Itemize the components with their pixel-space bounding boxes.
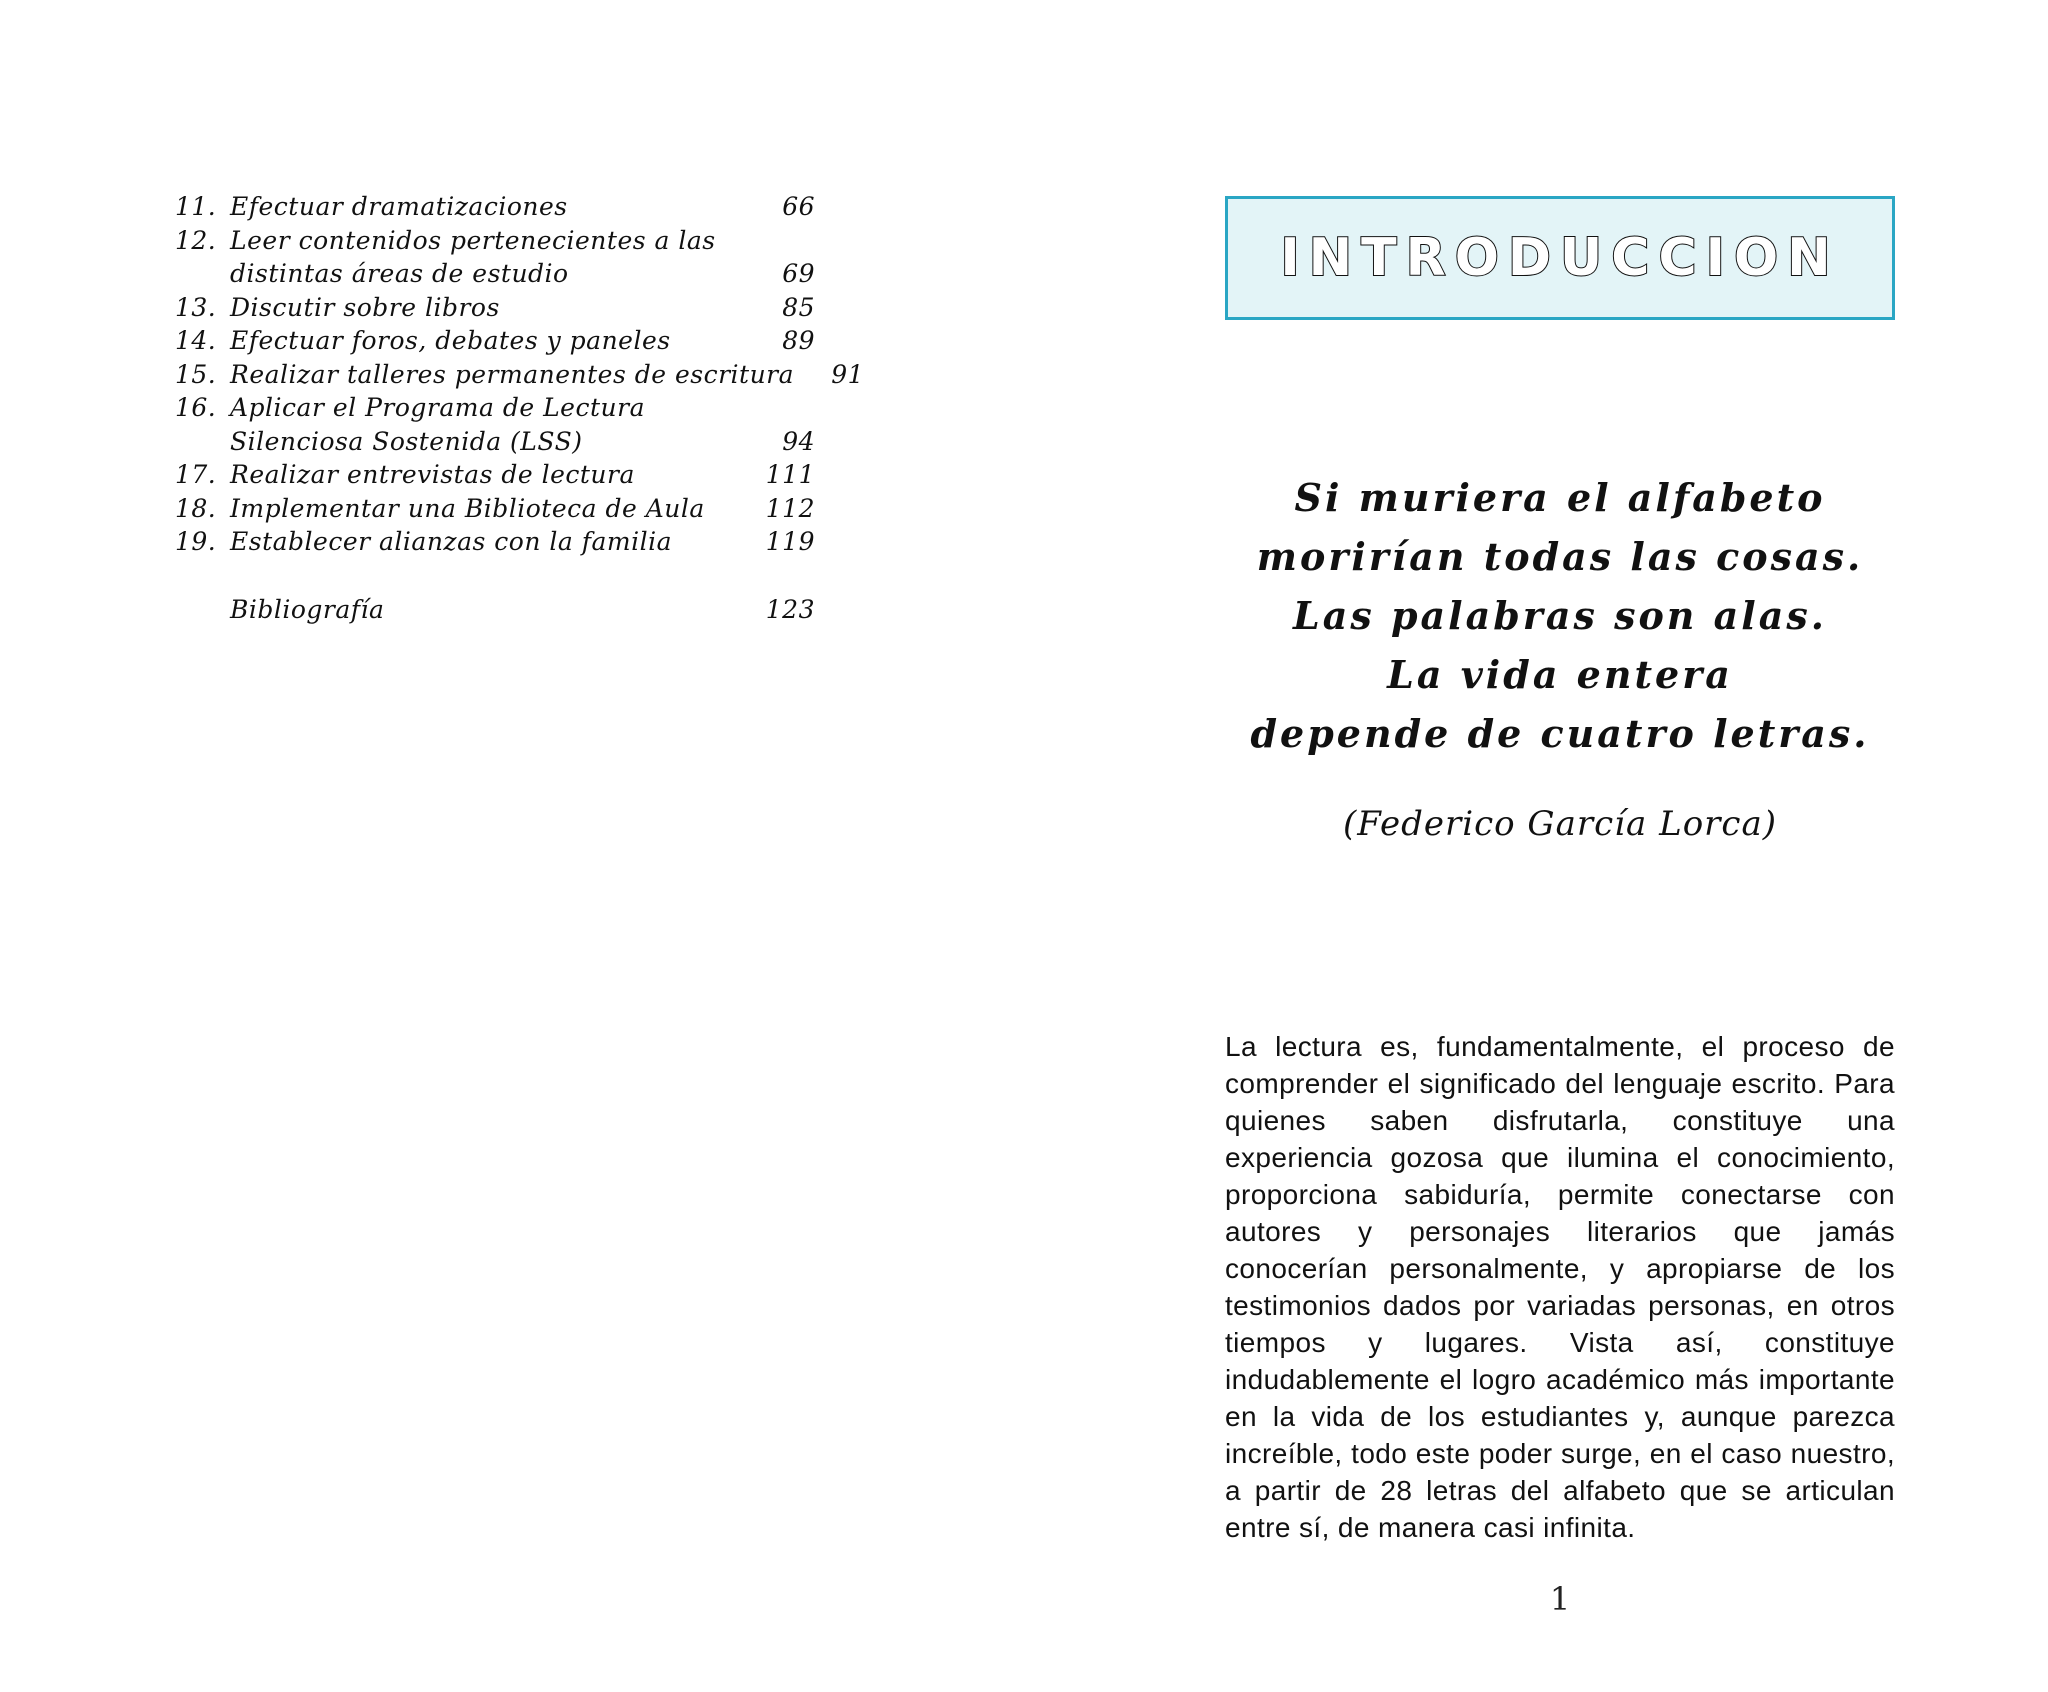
toc-entry-title (230, 358, 794, 392)
toc-entry-number: 12. (175, 225, 217, 255)
toc-entry-title-line: Silenciosa Sostenida (LSS) (230, 426, 583, 456)
toc-entry-title (230, 391, 745, 458)
toc-entry-page: 119 (765, 527, 815, 556)
toc-entry-title-line: Efectuar foros, debates y paneles (230, 326, 671, 355)
toc-entry-title (230, 324, 745, 358)
page-number: 1 (1549, 1580, 1571, 1618)
toc-entry (175, 291, 815, 325)
epigraph-poem (1225, 468, 1895, 763)
toc-entry-page: 66 (782, 192, 815, 221)
toc-entry-page: 111 (765, 460, 815, 489)
toc-entry-title-line: Realizar entrevistas de lectura (230, 460, 635, 489)
toc-entry-title (230, 525, 745, 559)
toc-entry (175, 190, 815, 224)
toc-entry-title-line: Establecer alianzas con la familia (230, 527, 672, 556)
right-page (1024, 0, 2048, 1692)
table-of-contents (175, 190, 865, 626)
toc-entry-number: 15. (175, 359, 217, 389)
toc-entry-bibliography (175, 593, 815, 627)
toc-entry-title-line: Implementar una Biblioteca de Aula (230, 493, 705, 523)
toc-entry-title-line: Discutir sobre libros (230, 292, 500, 322)
poem-line: La vida entera (1387, 652, 1733, 697)
toc-entry-title-line: Bibliografía (230, 594, 385, 624)
toc-entry (175, 324, 815, 358)
toc-entry-number: 13. (175, 292, 217, 322)
toc-entry-title (230, 291, 745, 325)
toc-entry-title-line: Leer contenidos pertenecientes a las (230, 225, 716, 255)
toc-entry-page: 89 (782, 326, 815, 355)
toc-entry-number: 11. (175, 192, 217, 221)
section-title-box (1225, 196, 1895, 320)
poem-line: depende de cuatro letras. (1250, 711, 1870, 756)
toc-entry-title (230, 492, 745, 526)
toc-entry-page: 69 (782, 259, 815, 288)
toc-entry-title (230, 224, 745, 291)
toc-entry (175, 391, 815, 458)
toc-entry-title (230, 190, 745, 224)
toc-entry-title (230, 593, 745, 627)
toc-entry (175, 458, 815, 492)
poem-line: Si muriera el alfabeto (1294, 475, 1826, 520)
toc-entry-page: 94 (782, 426, 815, 456)
poem-line: morirían todas las cosas. (1256, 534, 1864, 579)
toc-entry-page: 91 (831, 359, 865, 389)
toc-entry-number: 14. (175, 326, 217, 355)
toc-entry-number: 18. (175, 493, 217, 523)
toc-entry (175, 525, 815, 559)
toc-entry-title (230, 458, 745, 492)
toc-entry-number: 19. (175, 527, 217, 556)
toc-entry-title-line: Efectuar dramatizaciones (230, 192, 568, 221)
toc-entry-number: 16. (175, 393, 217, 422)
toc-entry-title-line: Realizar talleres permanentes de escritura (230, 359, 795, 389)
toc-entry-page: 112 (765, 493, 815, 523)
toc-entry (175, 224, 815, 291)
toc-entry-title-line: Aplicar el Programa de Lectura (230, 393, 645, 422)
toc-entry-title-line: distintas áreas de estudio (230, 259, 569, 288)
poem-line: Las palabras son alas. (1293, 593, 1827, 638)
toc-spacer (175, 559, 815, 593)
toc-entry (175, 358, 865, 392)
section-title: INTRODUCCION (1280, 228, 1840, 288)
epigraph-author: (Federico García Lorca) (1342, 804, 1777, 844)
body-paragraph: La lectura es, fundamentalmente, el proceso de comprender el significado del lenguaje escrito. Para quienes saben disfrutarla, constituye una experiencia gozosa que ilumina el conocimiento, proporciona sabiduría, permite conectarse con autores y personajes literarios que jamás conocerían personalmente, y apropiarse de los testimonios dados por variadas personas, en otros tiempos y lugares. Vista así, constituye indudablemente el logro académico más importante en la vida de los estudiantes y, aunque parezca increíble, todo este poder surge, en el caso nuestro, a partir de 28 letras del alfabeto que se articulan entre sí, de manera casi infinita. (1225, 1031, 1895, 1543)
toc-entry-number: 17. (175, 460, 217, 489)
toc-entry-page: 85 (782, 292, 815, 322)
toc-entry (175, 492, 815, 526)
toc-entry-page: 123 (765, 594, 815, 624)
